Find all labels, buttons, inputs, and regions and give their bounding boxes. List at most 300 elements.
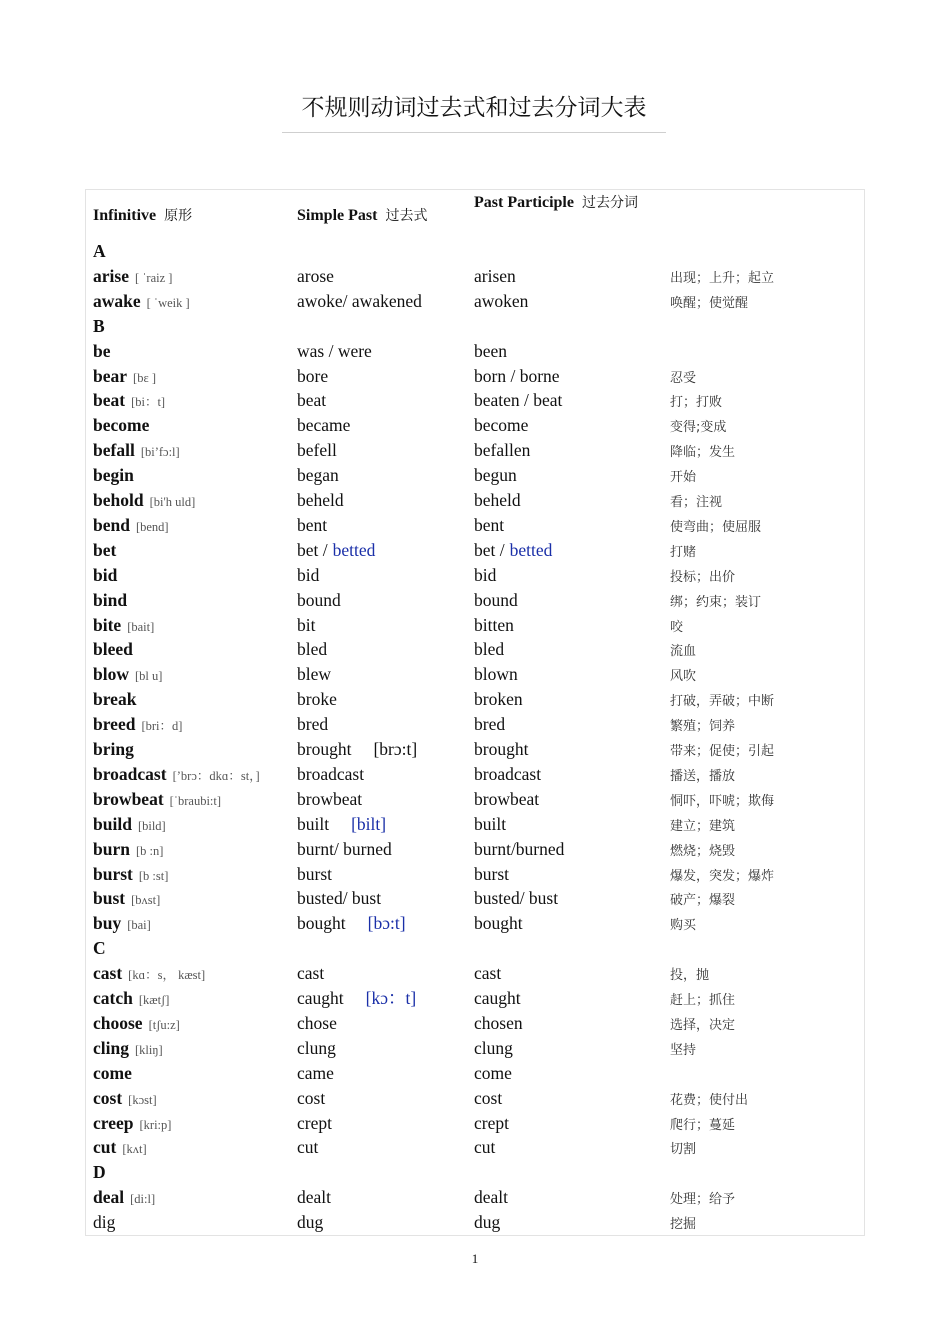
past-participle: bent: [474, 514, 505, 535]
infinitive-cell: [93, 687, 136, 711]
table-row: [0, 911, 950, 936]
header-past-participle: [474, 191, 649, 215]
page-number: 1: [471, 1251, 479, 1266]
past-participle: become: [474, 415, 529, 436]
past-participle: cut: [474, 1137, 496, 1158]
past-participle-cell: [474, 1210, 500, 1234]
verb-infinitive: cling: [93, 1037, 129, 1058]
simple-past-cell: [297, 513, 327, 537]
simple-past-cell: [297, 1036, 336, 1060]
phonetic: [bʌst]: [131, 893, 161, 908]
past-participle-extra: betted: [509, 539, 553, 560]
table-row: [0, 762, 950, 787]
verb-infinitive: burst: [93, 863, 133, 884]
past-participle: been: [474, 340, 508, 361]
past-participle-cell: [474, 712, 505, 736]
phonetic: [bri：d]: [141, 719, 183, 734]
simple-past-cell: [297, 1185, 331, 1209]
chinese-meaning: 投，抛: [670, 968, 710, 984]
simple-past: bid: [297, 564, 320, 585]
past-participle: come: [474, 1062, 512, 1083]
simple-past-cell: [297, 388, 326, 412]
past-participle: beheld: [474, 490, 521, 510]
verb-infinitive: bet: [93, 539, 117, 560]
past-participle-cell: [474, 911, 523, 935]
phonetic: [b :n]: [135, 843, 164, 858]
phonetic: [ˈbraubi:t]: [169, 793, 222, 808]
verb-infinitive: bend: [93, 514, 130, 535]
past-participle-cell: [474, 787, 539, 811]
infinitive-cell: [93, 538, 116, 562]
infinitive-cell: [93, 563, 117, 587]
simple-past-cell: [297, 787, 362, 811]
chinese-meaning: 繁殖；饲养: [670, 719, 736, 735]
past-participle: born / borne: [474, 365, 560, 386]
simple-past-cell: [297, 264, 334, 288]
verb-infinitive: arise: [93, 265, 129, 286]
simple-past-cell: [297, 413, 350, 437]
chinese-meaning: 爆发，突发；爆炸: [670, 868, 775, 884]
verb-infinitive: begin: [93, 465, 134, 486]
table-row: [0, 886, 950, 911]
verb-infinitive: bind: [93, 589, 128, 610]
past-participle: blown: [474, 664, 518, 685]
table-row: [0, 837, 950, 862]
simple-past: cost: [297, 1087, 326, 1108]
simple-past-cell: [297, 986, 416, 1010]
simple-past: cut: [297, 1137, 319, 1158]
simple-past: bound: [297, 589, 341, 610]
simple-past: was / were: [297, 340, 372, 361]
simple-past-cell: [297, 1011, 337, 1035]
verb-infinitive: breed: [93, 714, 136, 735]
chinese-meaning: 忍受: [670, 370, 697, 386]
chinese-meaning: 选择，决定: [670, 1017, 736, 1033]
section-letter: D: [93, 1162, 106, 1183]
phonetic: [bait]: [127, 619, 155, 634]
past-participle-cell: [474, 687, 523, 711]
simple-past: beat: [297, 390, 327, 411]
past-participle-cell: [474, 438, 530, 462]
simple-past-cell: [297, 862, 332, 886]
verb-infinitive: beat: [93, 390, 126, 411]
table-row: [0, 339, 950, 364]
phonetic: [kɔst]: [128, 1092, 157, 1107]
simple-past-cell: [297, 662, 331, 686]
phonetic: [bi’fɔ:l]: [140, 445, 180, 460]
simple-past-cell: [297, 637, 327, 661]
past-participle-cell: [474, 588, 518, 612]
simple-past: arose: [297, 265, 334, 286]
simple-past: clung: [297, 1037, 336, 1058]
simple-past: began: [297, 465, 339, 486]
past-participle: cast: [474, 963, 502, 984]
phonetic: [bend]: [135, 519, 169, 534]
phonetic: [’brɔ：dkɑ：st，]: [172, 768, 260, 783]
past-participle: dealt: [474, 1187, 509, 1208]
infinitive-cell: [93, 264, 172, 290]
simple-past-extra: [brɔ:t]: [373, 739, 418, 759]
section-letter: B: [93, 315, 105, 336]
phonetic: [bɛ ]: [133, 370, 156, 385]
simple-past: crept: [297, 1112, 332, 1133]
simple-past-cell: [297, 613, 315, 637]
past-participle-cell: [474, 762, 541, 786]
verb-infinitive: awake: [93, 290, 141, 311]
simple-past: caught: [297, 988, 344, 1008]
chinese-meaning: 坚持: [670, 1042, 697, 1058]
past-participle: broadcast: [474, 763, 542, 784]
verb-infinitive: blow: [93, 664, 129, 685]
section-row: [0, 239, 950, 264]
simple-past-cell: [297, 1111, 332, 1135]
simple-past-cell: [297, 1210, 323, 1234]
chinese-meaning: 看；注视: [670, 495, 723, 510]
simple-past: dug: [297, 1212, 324, 1233]
past-participle: beaten / beat: [474, 390, 563, 411]
table-row: [0, 413, 950, 438]
table-row: [0, 687, 950, 712]
simple-past: befell: [297, 440, 337, 461]
table-row: [0, 588, 950, 613]
table-row: [0, 438, 950, 463]
table-row: [0, 364, 950, 389]
chinese-meaning: 出现；上升；起立: [670, 270, 775, 286]
chinese-meaning: 开始: [670, 470, 697, 486]
infinitive-cell: [93, 637, 133, 661]
verb-infinitive: choose: [93, 1012, 143, 1033]
table-row: [0, 513, 950, 538]
table-row: [0, 613, 950, 638]
verb-infinitive: bust: [93, 888, 126, 909]
table-row: [0, 1210, 950, 1235]
table-row: [0, 812, 950, 837]
chinese-meaning: 切割: [670, 1142, 697, 1158]
past-participle-cell: [474, 563, 496, 587]
header-past-participle-zh: 过去分词: [581, 195, 638, 211]
simple-past: bet /: [297, 539, 328, 560]
verb-infinitive: cut: [93, 1137, 117, 1158]
chinese-meaning: 打；打败: [670, 395, 723, 411]
verb-infinitive: be: [93, 340, 111, 361]
simple-past: bled: [297, 639, 328, 660]
phonetic: [bild]: [137, 818, 166, 833]
table-row: [0, 787, 950, 812]
past-participle-cell: [474, 413, 528, 437]
simple-past: beheld: [297, 490, 344, 510]
chinese-meaning: 投标；出价: [670, 569, 736, 585]
past-participle: awoken: [474, 290, 529, 311]
section-letter: C: [93, 938, 106, 959]
past-participle: burst: [474, 863, 509, 884]
chinese-meaning: 打破，弄破；中断: [670, 694, 775, 710]
past-participle-cell: [474, 388, 562, 412]
infinitive-cell: [93, 737, 134, 761]
simple-past: broadcast: [297, 763, 365, 784]
infinitive-cell: [93, 762, 260, 788]
simple-past-cell: [297, 1135, 318, 1159]
past-participle-cell: [474, 812, 506, 836]
simple-past-cell: [297, 1086, 325, 1110]
chinese-meaning: 处理；给予: [670, 1192, 736, 1208]
infinitive-cell: [93, 1036, 163, 1062]
chinese-meaning: 带来；促使；引起: [670, 744, 775, 759]
simple-past: bent: [297, 514, 328, 535]
infinitive-cell: [93, 613, 154, 639]
page-title: 不规则动词过去式和过去分词大表: [282, 90, 666, 133]
table-row: [0, 961, 950, 986]
past-participle-cell: [474, 837, 564, 861]
simple-past: cast: [297, 963, 325, 984]
simple-past: blew: [297, 664, 332, 685]
table-row: [0, 1111, 950, 1136]
past-participle: burnt/burned: [474, 838, 565, 859]
past-participle: bitten: [474, 614, 514, 635]
past-participle-cell: [474, 339, 507, 363]
infinitive-cell: [93, 961, 205, 987]
simple-past: became: [297, 415, 351, 436]
past-participle-cell: [474, 613, 514, 637]
infinitive-cell: [93, 1135, 147, 1161]
simple-past-cell: [297, 488, 344, 512]
verb-infinitive: dig: [93, 1212, 116, 1233]
past-participle: bound: [474, 589, 518, 610]
past-participle: busted/ bust: [474, 888, 559, 909]
table-row: [0, 637, 950, 662]
simple-past: bit: [297, 614, 316, 635]
verb-infinitive: browbeat: [93, 788, 164, 809]
section-row: [0, 1160, 950, 1185]
simple-past-cell: [297, 438, 337, 462]
chinese-meaning: 购买: [670, 918, 697, 934]
past-participle: cost: [474, 1087, 503, 1108]
infinitive-cell: [93, 986, 169, 1012]
past-participle: caught: [474, 988, 521, 1008]
past-participle-cell: [474, 1061, 512, 1085]
header-simple-past: [297, 204, 427, 228]
simple-past-cell: [297, 289, 422, 313]
chinese-meaning: 变得;变成: [670, 420, 727, 436]
simple-past: burnt/ burned: [297, 838, 392, 859]
chinese-meaning: 使弯曲；使屈服: [670, 519, 762, 535]
past-participle: built: [474, 813, 507, 834]
simple-past-cell: [297, 712, 328, 736]
phonetic: [kɑ：s， kæst]: [128, 968, 206, 983]
verb-infinitive: broadcast: [93, 763, 167, 784]
phonetic: [bi：t]: [131, 395, 166, 410]
verb-infinitive: bring: [93, 739, 134, 759]
past-participle: crept: [474, 1112, 509, 1133]
simple-past: browbeat: [297, 788, 363, 809]
table-row: [0, 1036, 950, 1061]
verb-infinitive: deal: [93, 1187, 125, 1208]
table-row: [0, 662, 950, 687]
simple-past: bought: [297, 913, 346, 934]
simple-past-cell: [297, 339, 372, 363]
past-participle: befallen: [474, 440, 531, 461]
past-participle: bet /: [474, 539, 505, 560]
past-participle: arisen: [474, 265, 516, 286]
table-row: [0, 1011, 950, 1036]
infinitive-cell: [93, 1061, 132, 1085]
past-participle-cell: [474, 289, 528, 313]
past-participle-cell: [474, 1086, 502, 1110]
simple-past: came: [297, 1062, 334, 1083]
chinese-meaning: 降临；发生: [670, 445, 736, 461]
phonetic: [kʌt]: [122, 1142, 147, 1157]
past-participle: dug: [474, 1212, 501, 1233]
simple-past-cell: [297, 538, 375, 562]
infinitive-cell: [93, 787, 221, 813]
past-participle-cell: [474, 737, 528, 761]
past-participle: clung: [474, 1037, 513, 1058]
table-row: [0, 388, 950, 413]
header-infinitive-zh: 原形: [164, 208, 193, 224]
infinitive-cell: [93, 438, 180, 464]
past-participle-cell: [474, 862, 509, 886]
header-infinitive: [93, 204, 192, 228]
table-row: [0, 1061, 950, 1086]
verb-infinitive: cast: [93, 963, 123, 984]
past-participle: begun: [474, 465, 517, 486]
section-letter: A: [93, 241, 106, 261]
verb-infinitive: cost: [93, 1087, 123, 1108]
chinese-meaning: 打赌: [670, 544, 697, 560]
phonetic: [kri:p]: [139, 1117, 172, 1132]
table-row: [0, 289, 950, 314]
infinitive-cell: [93, 413, 149, 437]
simple-past-extra: [bilt]: [351, 813, 387, 834]
infinitive-cell: [93, 886, 160, 912]
past-participle: brought: [474, 739, 529, 759]
simple-past-extra: betted: [332, 539, 376, 560]
past-participle: bought: [474, 913, 523, 934]
phonetic: [kætʃ]: [138, 993, 170, 1007]
past-participle: bred: [474, 714, 506, 735]
chinese-meaning: 风吹: [670, 669, 697, 685]
header-past-participle-label: Past Participle: [474, 194, 574, 211]
verb-infinitive: buy: [93, 913, 122, 934]
infinitive-cell: [93, 339, 111, 363]
chinese-meaning: 绑；约束；装订: [670, 594, 762, 610]
infinitive-cell: [93, 1210, 115, 1234]
table-row: [0, 563, 950, 588]
simple-past-cell: [297, 1061, 334, 1085]
simple-past-cell: [297, 364, 328, 388]
simple-past-cell: [297, 737, 417, 761]
table-row: [0, 1185, 950, 1210]
table-row: [0, 986, 950, 1011]
verb-infinitive: build: [93, 813, 132, 834]
phonetic: [bl u]: [134, 669, 163, 684]
table-row: [0, 264, 950, 289]
simple-past-cell: [297, 886, 381, 910]
header-infinitive-label: Infinitive: [93, 207, 157, 224]
table-row: [0, 862, 950, 887]
verb-infinitive: become: [93, 415, 150, 436]
past-participle-cell: [474, 364, 560, 388]
infinitive-cell: [93, 812, 166, 838]
past-participle-cell: [474, 1111, 509, 1135]
table-row: [0, 1135, 950, 1160]
simple-past: brought: [297, 739, 352, 759]
phonetic: [tʃu:z]: [148, 1017, 180, 1032]
past-participle-cell: [474, 961, 501, 985]
verb-infinitive: catch: [93, 988, 133, 1008]
phonetic: [kliŋ]: [134, 1042, 163, 1057]
past-participle-cell: [474, 463, 517, 487]
past-participle-cell: [474, 488, 521, 512]
chinese-meaning: 燃烧；烧毁: [670, 843, 736, 859]
past-participle-cell: [474, 637, 504, 661]
simple-past: busted/ bust: [297, 888, 382, 909]
chinese-meaning: 唤醒；使觉醒: [670, 295, 749, 311]
header-simple-past-zh: 过去式: [385, 208, 428, 224]
simple-past: bore: [297, 365, 329, 386]
table-row: [0, 737, 950, 762]
chinese-meaning: 破产；爆裂: [670, 893, 736, 909]
verb-infinitive: bear: [93, 365, 128, 386]
section-row: [0, 314, 950, 339]
infinitive-cell: [93, 1086, 157, 1112]
infinitive-cell: [93, 463, 134, 487]
chinese-meaning: 赶上；抓住: [670, 993, 736, 1008]
past-participle: chosen: [474, 1012, 523, 1033]
verb-infinitive: bleed: [93, 639, 133, 660]
past-participle-cell: [474, 1135, 495, 1159]
simple-past-cell: [297, 911, 406, 935]
infinitive-cell: [93, 662, 162, 688]
simple-past-cell: [297, 762, 364, 786]
phonetic: [bi'h uld]: [149, 495, 196, 509]
past-participle-cell: [474, 1185, 508, 1209]
chinese-meaning: 恫吓，吓唬；欺侮: [670, 793, 775, 809]
simple-past-cell: [297, 812, 386, 836]
past-participle: browbeat: [474, 788, 540, 809]
past-participle-cell: [474, 1011, 523, 1035]
table-row: [0, 538, 950, 563]
infinitive-cell: [93, 513, 169, 539]
phonetic: [b :st]: [138, 868, 169, 883]
past-participle-cell: [474, 986, 521, 1010]
simple-past: bred: [297, 714, 329, 735]
past-participle: broken: [474, 689, 523, 710]
table-row: [0, 712, 950, 737]
infinitive-cell: [93, 289, 190, 315]
simple-past: burst: [297, 863, 332, 884]
simple-past-cell: [297, 563, 319, 587]
chinese-meaning: 流血: [670, 644, 697, 660]
table-row: [0, 1086, 950, 1111]
verb-infinitive: bite: [93, 614, 122, 635]
infinitive-cell: [93, 1185, 155, 1211]
section-row: [0, 936, 950, 961]
verb-infinitive: bid: [93, 564, 118, 585]
simple-past: built: [297, 813, 330, 834]
infinitive-cell: [93, 837, 163, 863]
past-participle: bid: [474, 564, 497, 585]
chinese-meaning: 建立；建筑: [670, 818, 736, 834]
phonetic: [ ˈweik ]: [146, 295, 190, 310]
simple-past: dealt: [297, 1187, 332, 1208]
infinitive-cell: [93, 1111, 171, 1137]
simple-past-cell: [297, 837, 392, 861]
phonetic: [ ˈraiz ]: [134, 270, 173, 285]
infinitive-cell: [93, 1011, 180, 1037]
past-participle-cell: [474, 513, 504, 537]
infinitive-cell: [93, 364, 156, 390]
past-participle-cell: [474, 886, 558, 910]
